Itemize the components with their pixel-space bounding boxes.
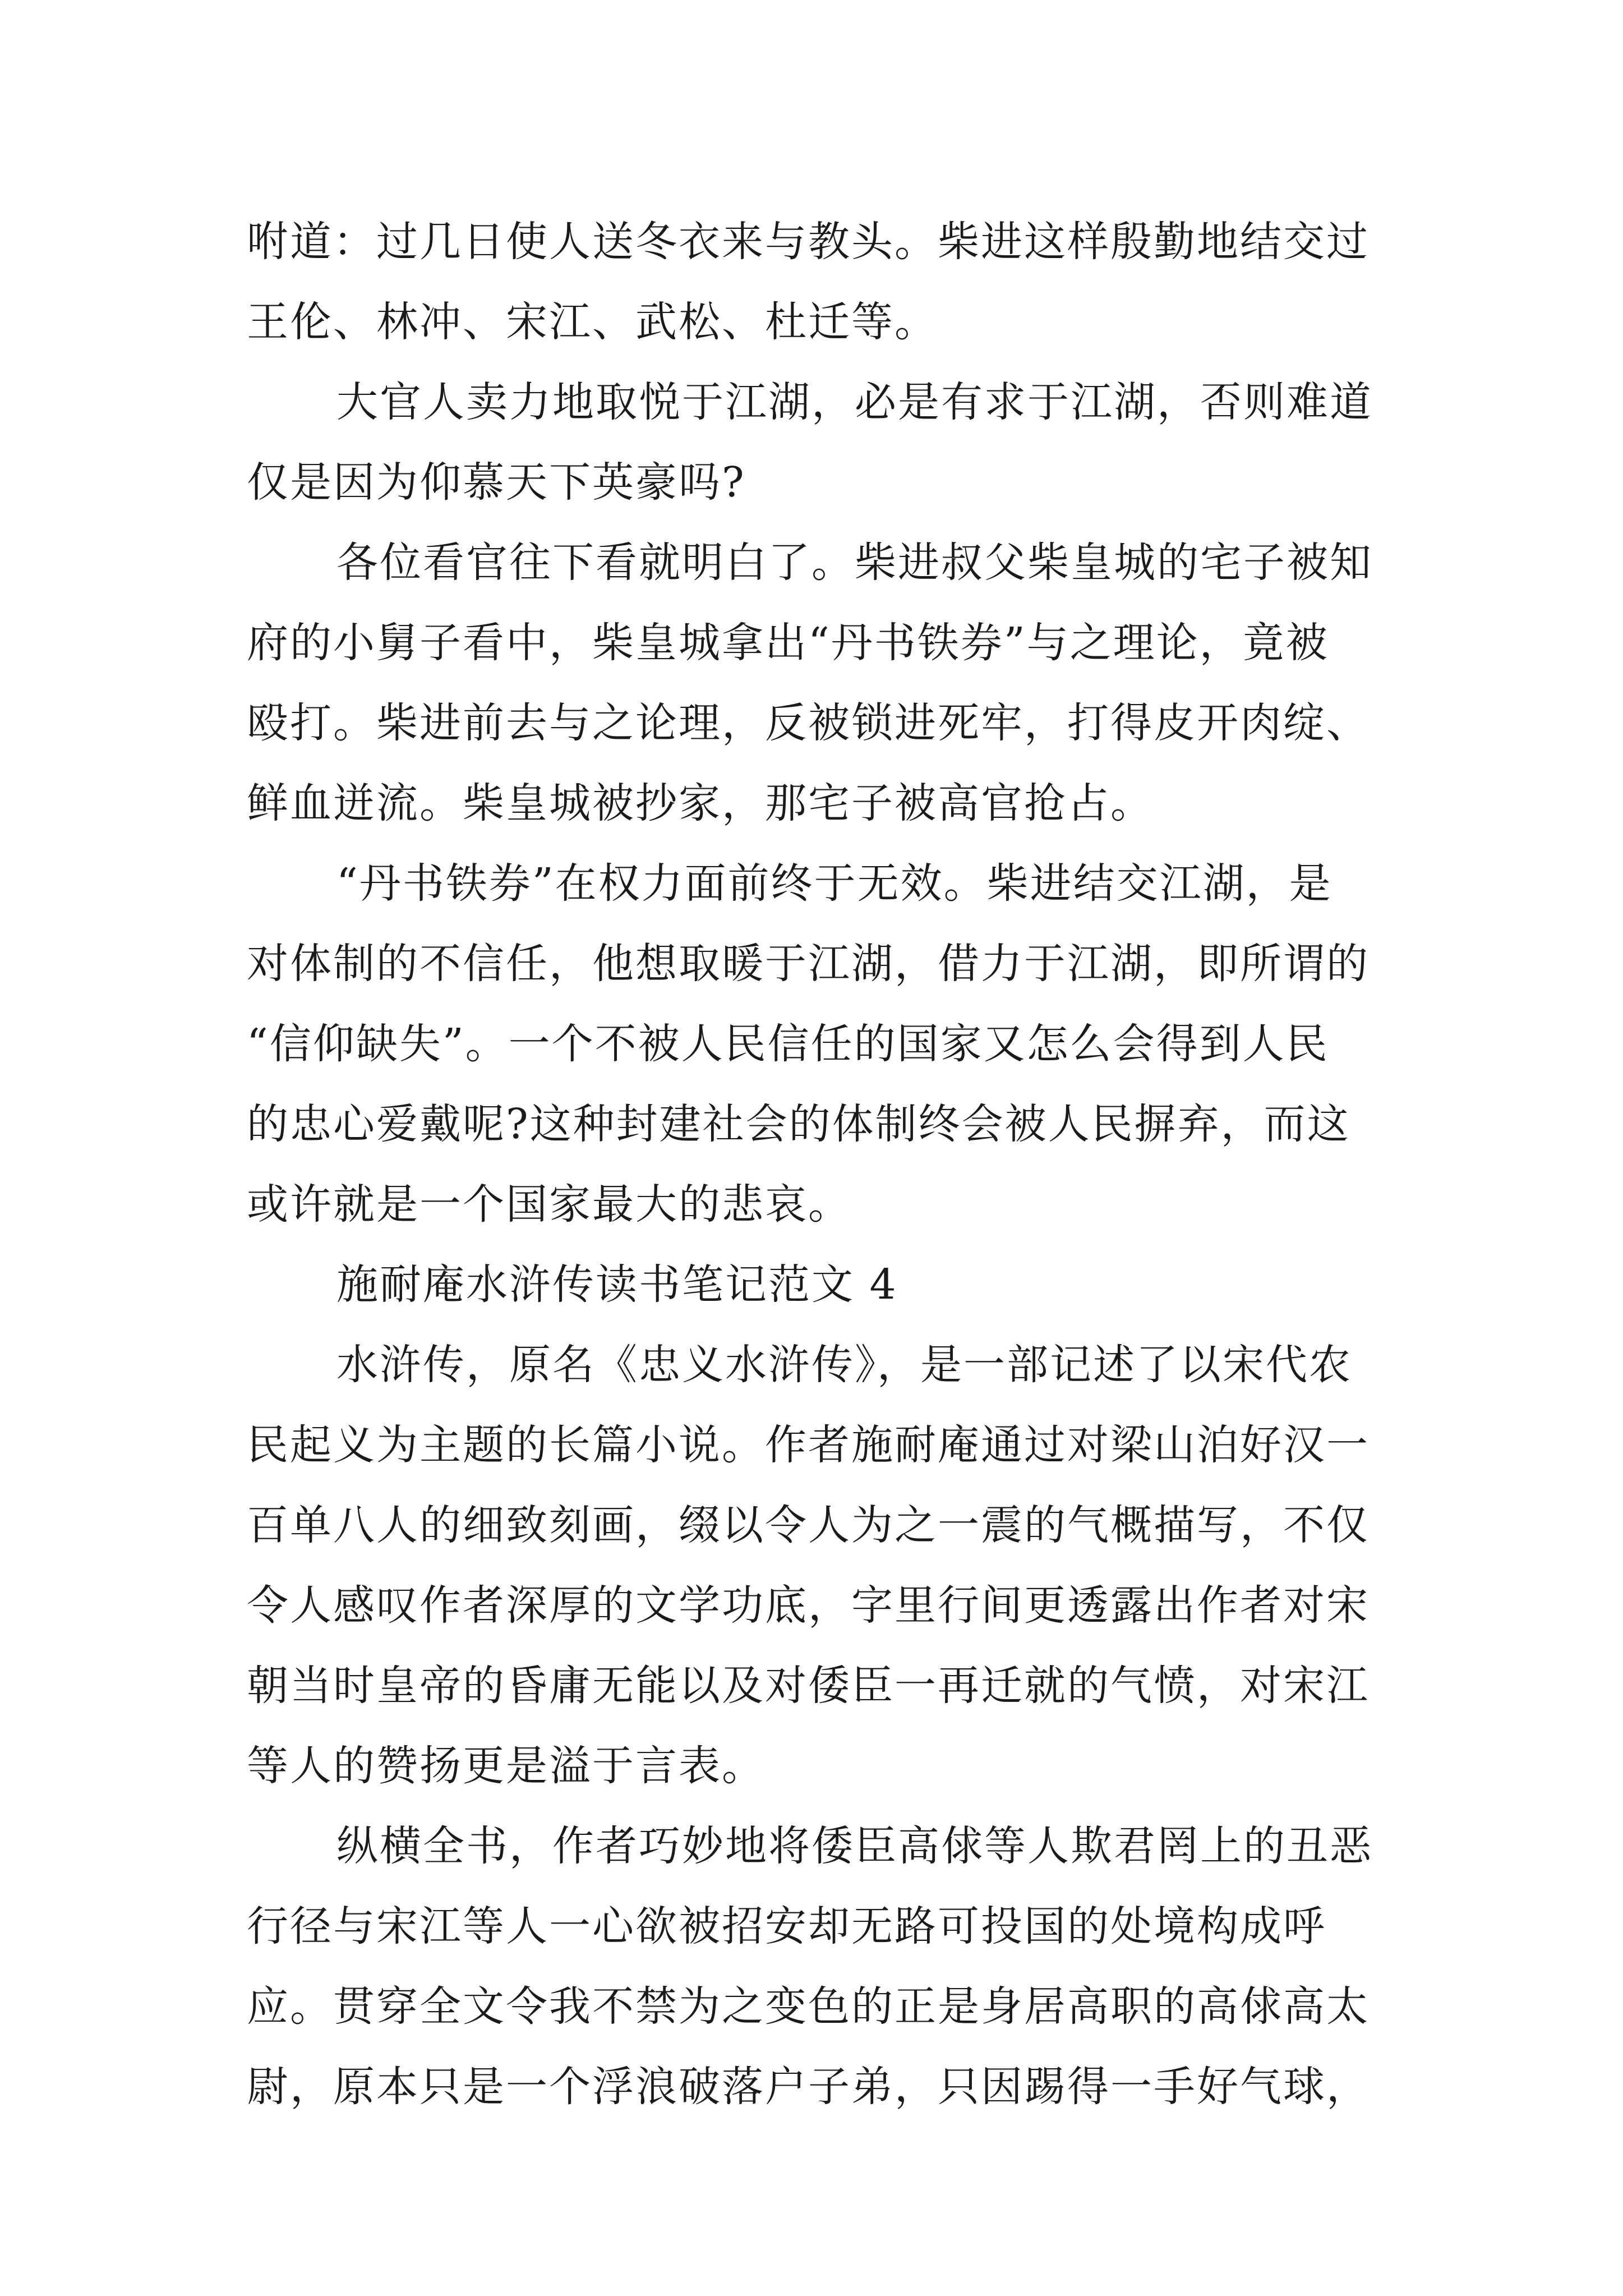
text-line: 纵横全书，作者巧妙地将倭臣高俅等人欺君罔上的丑恶	[336, 1822, 1373, 1870]
text-line: 令人感叹作者深厚的文学功底，字里行间更透露出作者对宋	[247, 1581, 1370, 1630]
document-body	[247, 202, 1385, 2127]
text-line: 尉，原本只是一个浮浪破落户子弟，只因踢得一手好气球，	[247, 2063, 1370, 2111]
text-line: 大官人卖力地取悦于江湖，必是有求于江湖，否则难道	[336, 378, 1373, 426]
text-line: 行径与宋江等人一心欲被招安却无路可投国的处境构成呼	[247, 1902, 1326, 1950]
text-line: 水浒传，原名《忠义水浒传》，是一部记述了以宋代农	[336, 1341, 1352, 1389]
text-line: 或许就是一个国家最大的悲哀。	[247, 1180, 851, 1228]
text-line: 施耐庵水浒传读书笔记范文 4	[336, 1260, 898, 1309]
text-line: 民起义为主题的长篇小说。作者施耐庵通过对梁山泊好汉一	[247, 1421, 1370, 1469]
text-line: 对体制的不信任，他想取暖于江湖，借力于江湖，即所谓的	[247, 940, 1370, 988]
text-line: “丹书铁券”在权力面前终于无效。柴进结交江湖，是	[336, 859, 1332, 908]
text-line: 咐道：过几日使人送冬衣来与教头。柴进这样殷勤地结交过	[247, 218, 1370, 266]
text-line: 应。贯穿全文令我不禁为之变色的正是身居高职的高俅高太	[247, 1982, 1370, 2031]
text-line: “信仰缺失”。一个不被人民信任的国家又怎么会得到人民	[247, 1020, 1329, 1068]
text-line: 府的小舅子看中，柴皇城拿出“丹书铁券”与之理论，竟被	[247, 619, 1329, 667]
text-line: 鲜血迸流。柴皇城被抄家，那宅子被高官抢占。	[247, 779, 1154, 827]
text-line: 殴打。柴进前去与之论理，反被锁进死牢，打得皮开肉绽、	[247, 699, 1370, 747]
text-line: 的忠心爱戴呢?这种封建社会的体制终会被人民摒弃，而这	[247, 1100, 1350, 1148]
text-line: 朝当时皇帝的昏庸无能以及对倭臣一再迁就的气愤，对宋江	[247, 1662, 1370, 1710]
text-line: 各位看官往下看就明白了。柴进叔父柴皇城的宅子被知	[336, 539, 1373, 587]
text-line: 仅是因为仰慕天下英豪吗?	[247, 458, 746, 507]
text-line: 王伦、林冲、宋江、武松、杜迁等。	[247, 298, 938, 346]
text-line: 等人的赞扬更是溢于言表。	[247, 1742, 765, 1790]
text-line: 百单八人的细致刻画，缀以令人为之一震的气概描写，不仅	[247, 1501, 1370, 1549]
